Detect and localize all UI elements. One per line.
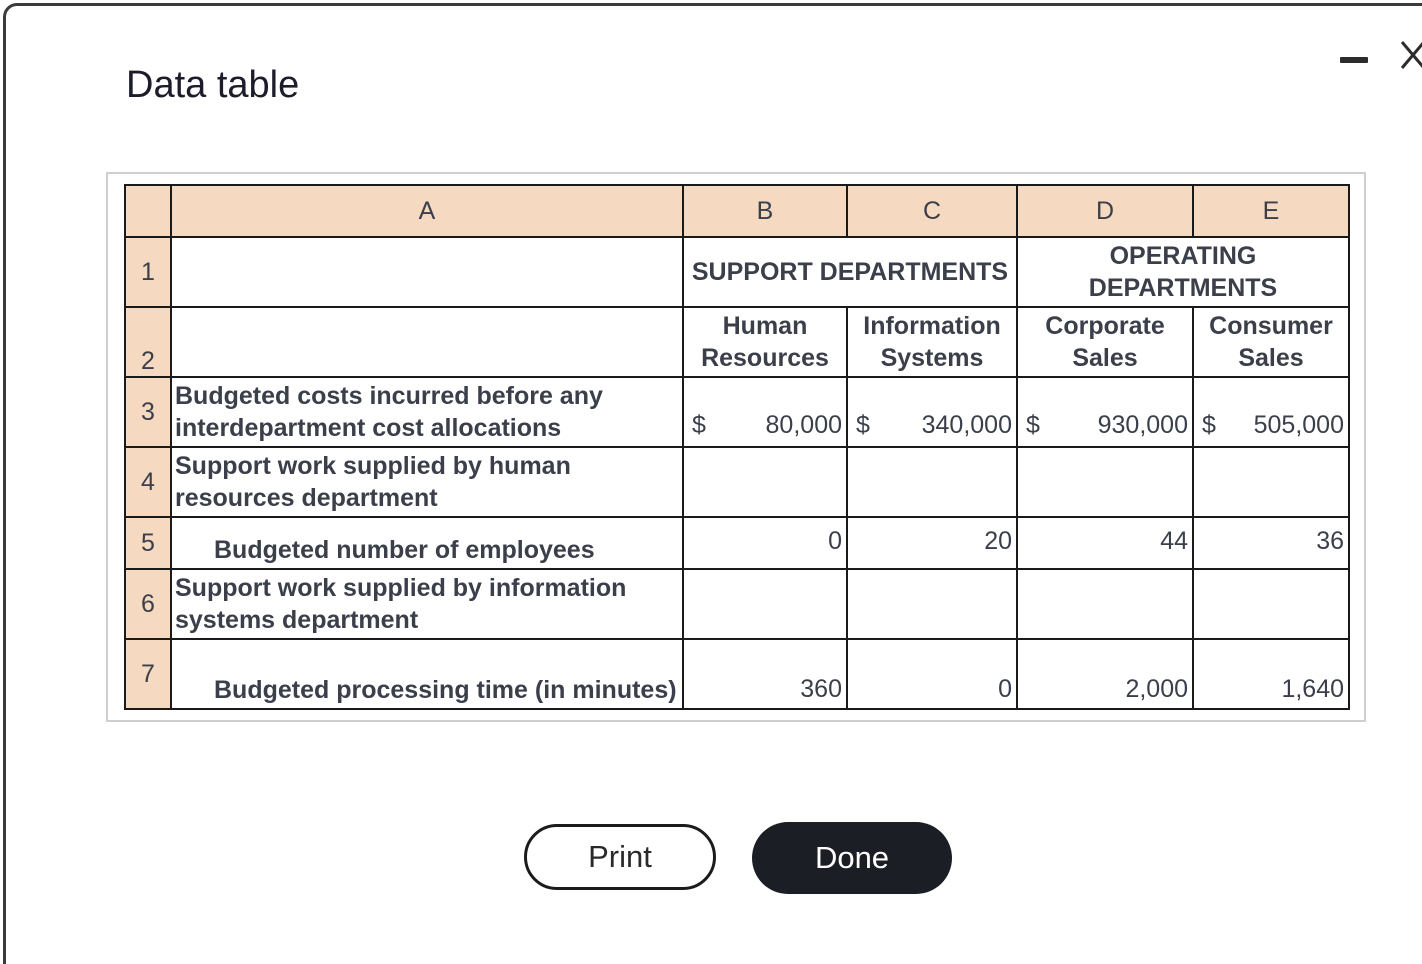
hr-employees: 0 xyxy=(683,517,847,569)
employees-label: Budgeted number of employees xyxy=(171,517,683,569)
row-number: 5 xyxy=(125,517,171,569)
dialog-title: Data table xyxy=(126,64,300,106)
processing-time-label: Budgeted processing time (in minutes) xyxy=(171,639,683,709)
corporate-budgeted-cost: 930,000 xyxy=(1097,411,1188,439)
table-row xyxy=(125,517,1349,569)
minimize-icon xyxy=(1340,57,1368,63)
cell-e3 xyxy=(1193,377,1349,447)
operating-departments-header: OPERATING DEPARTMENTS xyxy=(1017,237,1349,307)
is-employees: 20 xyxy=(847,517,1017,569)
corporate-processing-time: 2,000 xyxy=(1017,639,1193,709)
column-header-c: C xyxy=(847,185,1017,237)
print-button[interactable]: Print xyxy=(524,824,716,890)
hr-processing-time: 360 xyxy=(683,639,847,709)
cell-d3 xyxy=(1017,377,1193,447)
column-header-row xyxy=(125,185,1349,237)
column-header-d: D xyxy=(1017,185,1193,237)
currency-symbol: $ xyxy=(1202,411,1216,439)
cell-e4 xyxy=(1193,447,1349,517)
row-number: 1 xyxy=(125,237,171,307)
cell-c3 xyxy=(847,377,1017,447)
is-budgeted-cost: 340,000 xyxy=(921,411,1012,439)
cell-c6 xyxy=(847,569,1017,639)
currency-symbol: $ xyxy=(692,411,706,439)
currency-symbol: $ xyxy=(856,411,870,439)
row-number: 3 xyxy=(125,377,171,447)
table-row xyxy=(125,447,1349,517)
corporate-sales-header: Corporate Sales xyxy=(1017,307,1193,377)
cell-a2 xyxy=(171,307,683,377)
minimize-button[interactable] xyxy=(1339,52,1369,68)
budgeted-costs-label: Budgeted costs incurred before any interdepartment cost allocations xyxy=(171,377,683,447)
table-row xyxy=(125,237,1349,307)
column-header-e: E xyxy=(1193,185,1349,237)
consumer-sales-header: Consumer Sales xyxy=(1193,307,1349,377)
column-header-a: A xyxy=(171,185,683,237)
consumer-processing-time: 1,640 xyxy=(1193,639,1349,709)
cell-d4 xyxy=(1017,447,1193,517)
table-row xyxy=(125,307,1349,377)
corporate-employees: 44 xyxy=(1017,517,1193,569)
data-table xyxy=(124,184,1350,710)
is-support-label: Support work supplied by information systems department xyxy=(171,569,683,639)
close-icon xyxy=(1398,38,1422,72)
row-number: 4 xyxy=(125,447,171,517)
information-systems-header: Information Systems xyxy=(847,307,1017,377)
hr-support-label: Support work supplied by human resources department xyxy=(171,447,683,517)
cell-b6 xyxy=(683,569,847,639)
corner-cell xyxy=(125,185,171,237)
table-row xyxy=(125,377,1349,447)
table-row xyxy=(125,569,1349,639)
cell-c4 xyxy=(847,447,1017,517)
cell-a1 xyxy=(171,237,683,307)
hr-budgeted-cost: 80,000 xyxy=(765,411,842,439)
row-number: 2 xyxy=(125,307,171,377)
column-header-b: B xyxy=(683,185,847,237)
human-resources-header: Human Resources xyxy=(683,307,847,377)
cell-e6 xyxy=(1193,569,1349,639)
row-number: 6 xyxy=(125,569,171,639)
is-processing-time: 0 xyxy=(847,639,1017,709)
row-number: 7 xyxy=(125,639,171,709)
support-departments-header: SUPPORT DEPARTMENTS xyxy=(683,237,1017,307)
cell-d6 xyxy=(1017,569,1193,639)
consumer-employees: 36 xyxy=(1193,517,1349,569)
cell-b4 xyxy=(683,447,847,517)
consumer-budgeted-cost: 505,000 xyxy=(1253,411,1344,439)
done-button[interactable]: Done xyxy=(752,822,952,894)
table-row xyxy=(125,639,1349,709)
close-button[interactable] xyxy=(1398,38,1422,72)
cell-b3 xyxy=(683,377,847,447)
currency-symbol: $ xyxy=(1026,411,1040,439)
